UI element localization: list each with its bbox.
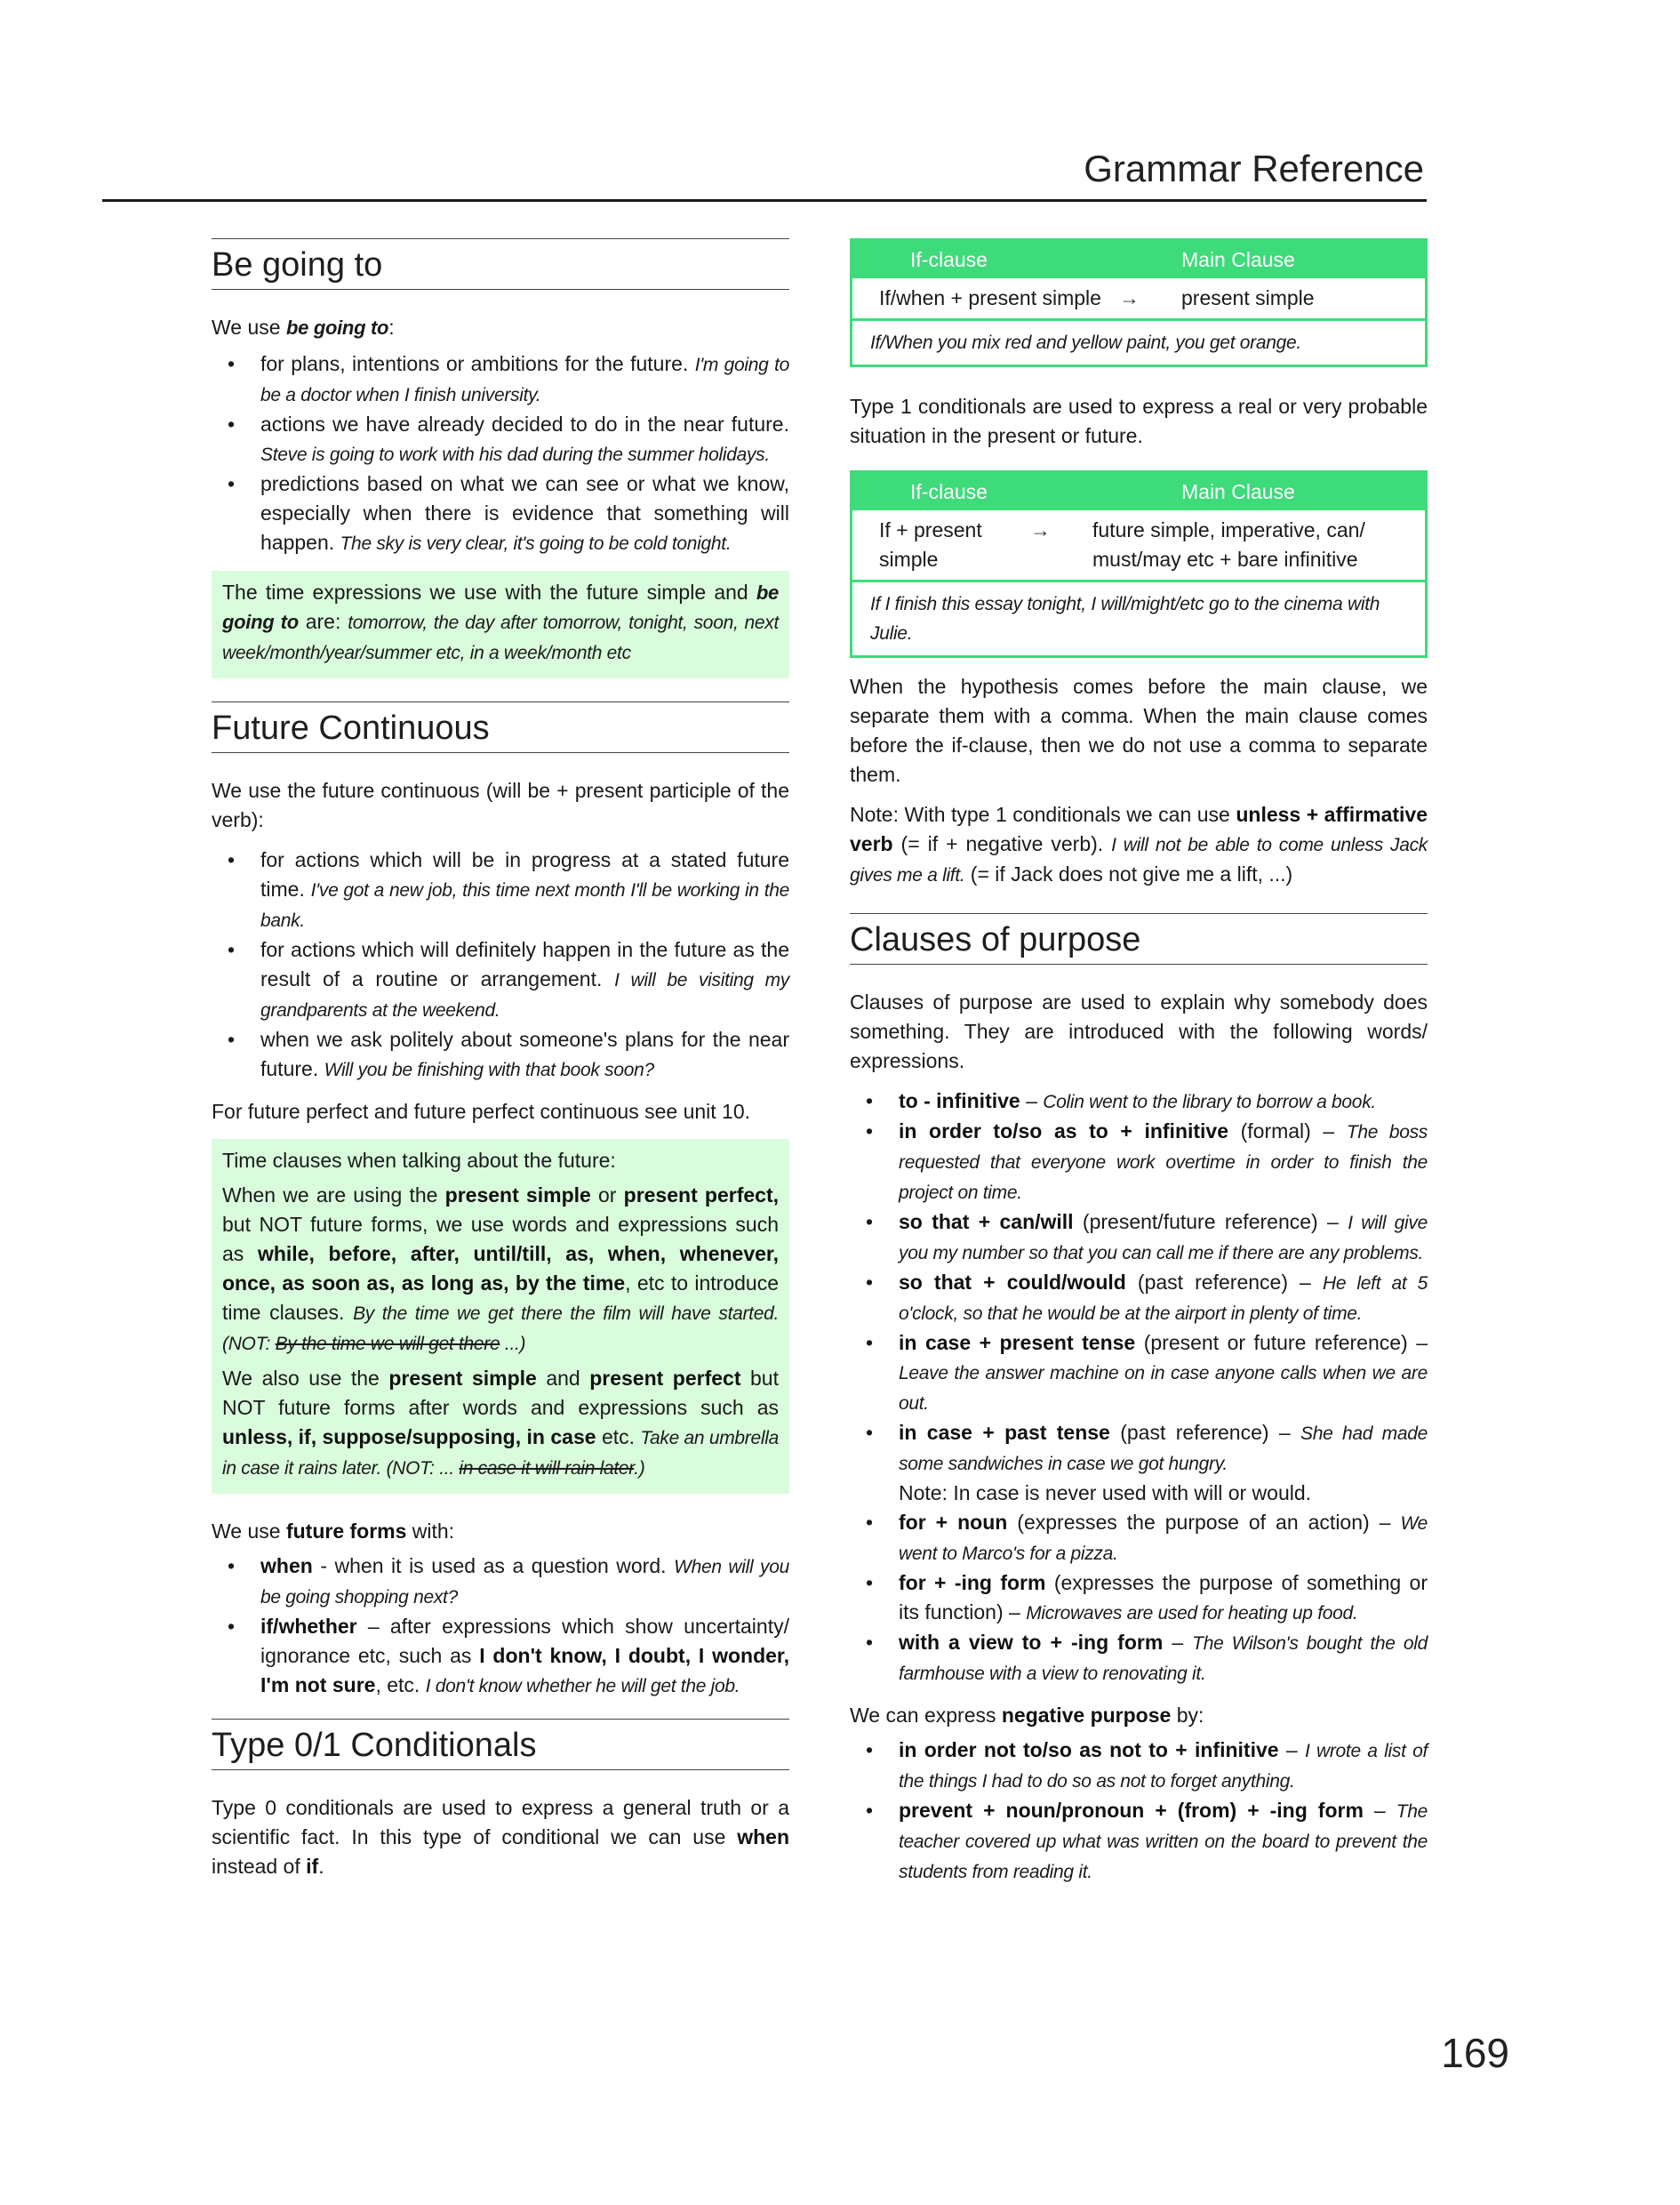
purpose-intro: Clauses of purpose are used to explain why somebody does something. They are introduced with the following words/ expressions. [850,990,1428,1072]
list-item: • for actions which will definitely happen in the future as the result of a routine or arrangement. I will be visiting my grandparents at the weekend. [212,935,789,1025]
section-title-future-continuous: Future Continuous [212,702,789,753]
list-item: • in case + past tense (past reference) – She had made some sandwiches in case we got hungry. Note: In case is never used with will or would. [850,1418,1428,1508]
list-item: • actions we have already decided to do in the near future. Steve is going to work with his dad during the summer holidays. [212,410,789,469]
arrow-icon: → [1030,518,1051,541]
table-header-main-clause: Main Clause [1181,480,1295,503]
table-row [852,278,1425,321]
list-item: • so that + could/would (past reference) – He left at 5 o'clock, so that he would be at the airport in plenty of time. [850,1268,1428,1328]
be-going-to-intro: We use be going to: [212,316,395,339]
table-example: If/When you mix red and yellow paint, you get orange. [870,333,1301,353]
table-row [852,510,1425,582]
unless-note: Note: With type 1 conditionals we can use unless + affirmative verb (= if + negative verb). I will not be able to come unless Jack gives me a lift. (= if Jack does not give me a lift, ...) [850,803,1428,886]
list-item: • with a view to + -ing form – The Wilson's bought the old farmhouse with a view to renovating it. [850,1628,1428,1688]
hypothesis-comma-rule: When the hypothesis comes before the main clause, we separate them with a comma. When the main clause comes before the if-clause, then we do not use a comma to separate them. [850,675,1428,786]
arrow-icon: → [1119,286,1140,309]
table-example: If I finish this essay tonight, I will/might/etc go to the cinema with Julie. [870,594,1380,644]
time-clauses-heading: Time clauses when talking about the future: [222,1149,616,1172]
list-item: • to - infinitive – Colin went to the library to borrow a book. [850,1086,1428,1117]
table-cell-main-clause: future simple, imperative, can/ must/may etc + bare infinitive [1092,518,1365,571]
table-header-main-clause: Main Clause [1181,248,1295,271]
list-item: • for + -ing form (expresses the purpose of something or its function) – Microwaves are used for heating up food. [850,1568,1428,1628]
page-number: 169 [1441,2030,1509,2076]
time-clauses-box [212,1139,789,1494]
list-item: • for actions which will be in progress at a stated future time. I've got a new job, this time next month I'll be working in the bank. [212,846,789,935]
list-item: • in order to/so as to + infinitive (formal) – The boss requested that everyone work overtime in order to finish the project on time. [850,1117,1428,1207]
list-item: • for plans, intentions or ambitions for the future. I'm going to be a doctor when I finish university. [212,349,789,410]
table-cell-if-clause: If + present simple [879,518,982,571]
time-expressions-box [212,571,789,678]
left-column [212,238,789,1892]
future-perfect-note: For future perfect and future perfect continuous see unit 10. [212,1100,751,1123]
type-1-table [850,470,1428,658]
table-cell-main-clause: present simple [1181,286,1315,309]
list-item: • predictions based on what we can see or what we know, especially when there is evidence that something will happen. The sky is very clear, it's going to be cold tonight. [212,469,789,558]
time-clauses-paragraph-2: We also use the present simple and present perfect but NOT future forms after words and expressions such as unless, if, suppose/supposing, in case etc. Take an umbrella in case it rains later. (NOT: ... in case it will rain later.) [222,1367,779,1479]
list-item: • prevent + noun/pronoun + (from) + -ing form – The teacher covered up what was written on the board to prevent the students from reading it. [850,1796,1428,1887]
in-case-note: Note: In case is never used with will or would. [899,1481,1312,1504]
negative-purpose-intro: We can express negative purpose by: [850,1704,1204,1727]
table-header-row [852,241,1425,278]
section-title-clauses-of-purpose: Clauses of purpose [850,913,1428,965]
future-forms-list [212,1552,789,1701]
section-title-type-01-conditionals: Type 0/1 Conditionals [212,1719,789,1770]
future-continuous-intro: We use the future continuous (will be + present participle of the verb): [212,779,789,831]
list-item: • so that + can/will (present/future reference) – I will give you my number so that you can call me if there are any problems. [850,1207,1428,1268]
purpose-list [850,1086,1428,1688]
type-0-table [850,238,1428,367]
time-expressions-text: The time expressions we use with the future simple and be going to are: tomorrow, the day after tomorrow, tonight, soon, next week/month/year/summer etc, in a week/month etc [222,581,779,663]
be-going-to-list [212,349,789,558]
list-item: • if/whether – after expressions which show uncertainty/ ignorance etc, such as I don't know, I doubt, I wonder, I'm not sure, etc. I don't know whether he will get the job. [212,1612,789,1701]
header-rule [102,199,1427,202]
table-header-if-clause: If-clause [910,480,988,503]
list-item: • when - when it is used as a question word. When will you be going shopping next? [212,1552,789,1612]
page-header-title: Grammar Reference [1084,148,1424,189]
list-item: • when we ask politely about someone's plans for the near future. Will you be finishing with that book soon? [212,1025,789,1085]
negative-purpose-list [850,1736,1428,1887]
type-0-description: Type 0 conditionals are used to express a general truth or a scientific fact. In this type of conditional we can use when instead of if. [212,1796,789,1878]
time-clauses-paragraph-1: When we are using the present simple or present perfect, but NOT future forms, we use words and expressions such as while, before, after, until/till, as, when, whenever, once, as soon as, as long as, by the time, etc to introduce time clauses. By the time we get there the film will have started. (NOT: By the time we will get there ...) [222,1183,780,1354]
list-item: • for + noun (expresses the purpose of an action) – We went to Marco's for a pizza. [850,1508,1428,1568]
table-header-if-clause: If-clause [910,248,988,271]
future-forms-intro: We use future forms with: [212,1519,455,1543]
section-title-be-going-to: Be going to [212,238,789,290]
list-item: • in order not to/so as not to + infinitive – I wrote a list of the things I had to do so as not to forget anything. [850,1736,1428,1796]
table-header-row [852,473,1425,510]
type-1-description: Type 1 conditionals are used to express a real or very probable situation in the present or future. [850,395,1428,447]
right-column [850,238,1428,1899]
table-cell-if-clause: If/when + present simple [879,286,1101,309]
future-continuous-list [212,846,789,1085]
list-item: • in case + present tense (present or future reference) – Leave the answer machine on in case anyone calls when we are out. [850,1328,1428,1418]
